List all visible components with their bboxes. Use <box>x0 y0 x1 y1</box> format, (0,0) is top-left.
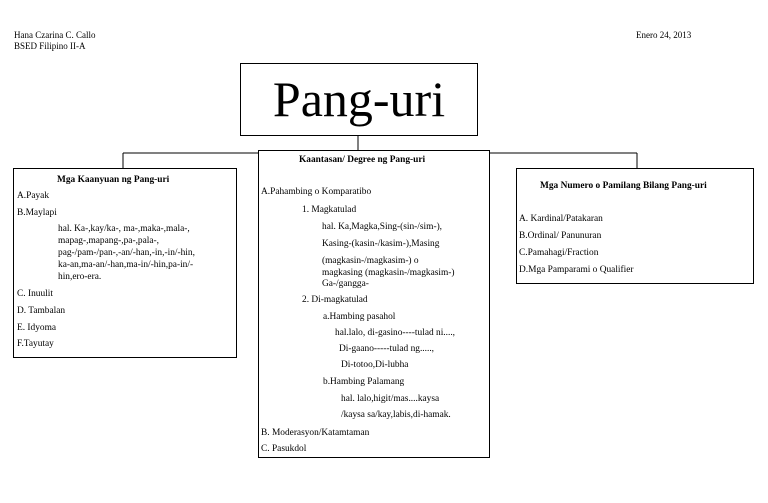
pamilang-box <box>516 168 754 284</box>
kaantasan-example-line: /kaysa sa/kay,labis,di-hamak. <box>341 410 451 420</box>
pamilang-item: B.Ordinal/ Panunuran <box>519 231 602 241</box>
kaantasan-example-line: Ga-/gangga- <box>322 279 369 289</box>
kaantasan-example-line: Di-totoo,Di-lubha <box>341 360 409 370</box>
pamilang-heading: Mga Numero o Pamilang Bilang Pang-uri <box>540 181 707 191</box>
pamilang-item: D.Mga Pamparami o Qualifier <box>519 265 634 275</box>
kaantasan-example-line: Di-gaano-----tulad ng....., <box>339 344 435 354</box>
class-section: BSED Filipino II-A <box>14 41 86 51</box>
kaantasan-heading: Kaantasan/ Degree ng Pang-uri <box>299 155 426 165</box>
pamilang-item: A. Kardinal/Patakaran <box>519 214 603 224</box>
kaantasan-subsubitem: a.Hambing pasahol <box>323 312 396 322</box>
kaantasan-example-line: hal. Ka,Magka,Sing-(sin-/sim-), <box>322 222 443 232</box>
kaantasan-subitem: 1. Magkatulad <box>302 205 357 215</box>
kaantasan-example-line: magkasing (magkasin-/magkasim-) <box>322 268 455 278</box>
kaantasan-item: B. Moderasyon/Katamtaman <box>261 428 370 438</box>
kaanyuan-example-line: mapag-,mapang-,pa-,pala-, <box>58 236 159 246</box>
kaantasan-example-line: hal.lalo, di-gasino----tulad ni...., <box>335 328 456 338</box>
kaanyuan-item: E. Idyoma <box>17 323 57 333</box>
kaantasan-item: A.Pahambing o Komparatibo <box>261 187 372 197</box>
date-label: Enero 24, 2013 <box>636 30 692 40</box>
title-box <box>240 63 478 136</box>
kaanyuan-example-line: pag-/pam-/pan-,-an/-han,-in,-in/-hin, <box>58 248 195 258</box>
kaanyuan-heading: Mga Kaanyuan ng Pang-uri <box>57 175 170 185</box>
kaantasan-box <box>258 150 490 458</box>
kaanyuan-example-line: ka-an,ma-an/-han,ma-in/-hin,pa-in/- <box>58 260 194 270</box>
kaantasan-example-line: hal. lalo,higit/mas....kaysa <box>341 394 440 404</box>
kaanyuan-example-line: hin,ero-era. <box>58 272 102 282</box>
kaantasan-example-line: (magkasin-/magkasim-) o <box>322 256 419 266</box>
kaanyuan-item: B.Maylapi <box>17 208 57 218</box>
kaantasan-item: C. Pasukdol <box>261 444 307 454</box>
pamilang-item: C.Pamahagi/Fraction <box>519 248 599 258</box>
kaanyuan-box <box>13 168 237 358</box>
kaanyuan-item: C. Inuulit <box>17 289 53 299</box>
kaanyuan-item: F.Tayutay <box>17 339 54 349</box>
kaanyuan-example-line: hal. Ka-,kay/ka-, ma-,maka-,mala-, <box>58 224 190 234</box>
kaantasan-example-line: Kasing-(kasin-/kasim-),Masing <box>322 239 440 249</box>
kaantasan-subitem: 2. Di-magkatulad <box>302 295 368 305</box>
kaanyuan-item: A.Payak <box>17 191 50 201</box>
kaantasan-subsubitem: b.Hambing Palamang <box>323 377 405 387</box>
author-name: Hana Czarina C. Callo <box>14 30 96 40</box>
kaanyuan-item: D. Tambalan <box>17 306 66 316</box>
diagram-title: Pang-uri <box>272 71 446 127</box>
